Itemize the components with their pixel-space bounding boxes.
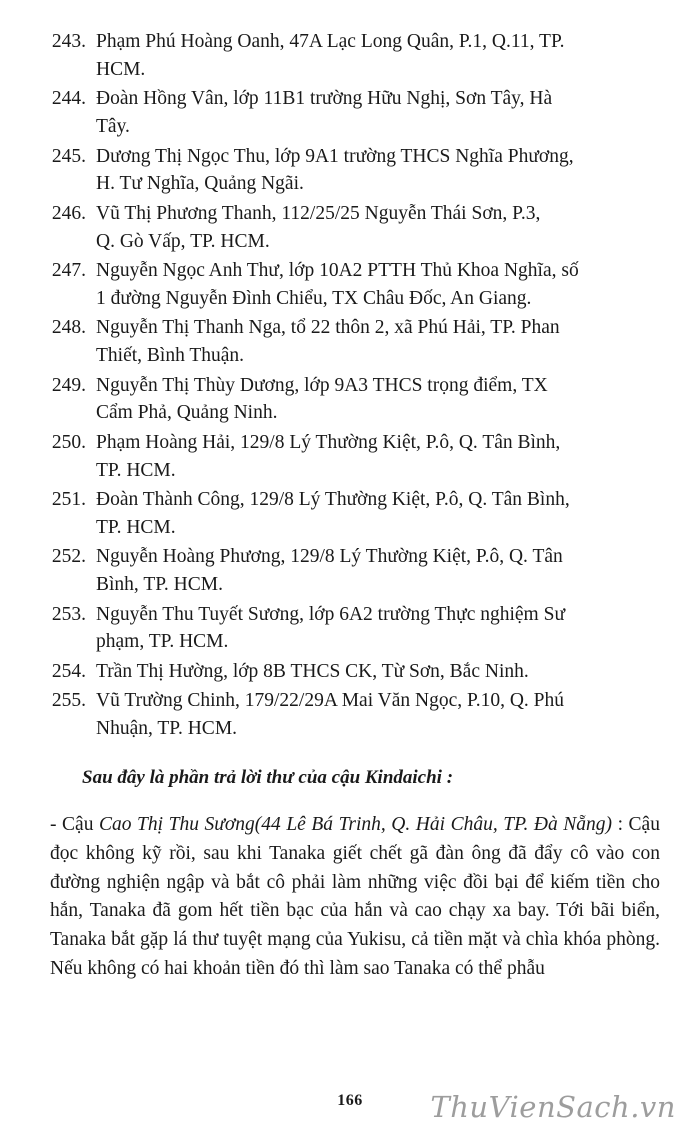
list-item-text — [96, 372, 660, 428]
list-item-number: 252. — [51, 546, 86, 568]
list-item — [50, 143, 660, 199]
list-item-line: 1 đường Nguyễn Đình Chiểu, TX Châu Đốc, An Giang. — [96, 287, 532, 309]
list-item-number: 250. — [51, 431, 86, 453]
page-number: 166 — [337, 1092, 363, 1109]
list-item-line: Nhuận, TP. HCM. — [96, 718, 238, 739]
list-item — [50, 28, 660, 84]
watermark: ThuVienSach.vn — [430, 1090, 676, 1124]
list-item-number: 254. — [51, 660, 86, 682]
list-item — [50, 314, 660, 370]
list-item-line: H. Tư Nghĩa, Quảng Ngãi. — [96, 173, 304, 195]
list-item-number: 248. — [51, 317, 86, 339]
list-item-line: Vũ Thị Phương Thanh, 112/25/25 Nguyễn Thái Sơn, P.3, — [96, 202, 541, 224]
list-item — [50, 200, 660, 256]
list-item-line: TP. HCM. — [96, 459, 176, 481]
list-item-line: Đoàn Hồng Vân, lớp 11B1 trường Hữu Nghị, Sơn Tây, Hà — [96, 88, 553, 110]
list-item-number: 244. — [51, 88, 86, 110]
list-item-line: Tây. — [96, 116, 130, 138]
list-item-line: Trần Thị Hường, lớp 8B THCS CK, Từ Sơn, Bắc Ninh. — [96, 660, 529, 682]
reply-recipient-name: Cao Thị Thu Sương — [99, 814, 255, 836]
reply-paragraph — [50, 811, 660, 983]
list-item-text — [96, 601, 660, 657]
reply-prefix: - Cậu — [50, 814, 99, 836]
list-item-number: 251. — [51, 489, 86, 510]
list-item-text — [96, 85, 660, 141]
list-item-number: 253. — [51, 603, 86, 625]
list-item-line: TP. HCM. — [96, 516, 176, 538]
list-item-line: Nguyễn Thị Thanh Nga, tổ 22 thôn 2, xã Phú Hải, TP. Phan — [96, 317, 560, 339]
list-item-line: Nguyễn Thu Tuyết Sương, lớp 6A2 trường Thực nghiệm Sư — [96, 603, 566, 625]
list-item-line: phạm, TP. HCM. — [96, 631, 229, 653]
list-item — [50, 543, 660, 599]
list-item-line: Dương Thị Ngọc Thu, lớp 9A1 trường THCS Nghĩa Phương, — [96, 145, 574, 167]
list-item — [50, 601, 660, 657]
list-item-number: 249. — [51, 374, 86, 396]
list-item-line: HCM. — [96, 58, 146, 80]
list-item — [50, 257, 660, 313]
list-item-line: Bình, TP. HCM. — [96, 574, 223, 596]
list-item-line: Q. Gò Vấp, TP. HCM. — [96, 230, 270, 252]
list-item-number: 255. — [51, 690, 86, 712]
list-item-line: Cẩm Phả, Quảng Ninh. — [96, 402, 278, 424]
list-item-line: Đoàn Thành Công, 129/8 Lý Thường Kiệt, P.ô, Q. Tân Bình, — [96, 489, 570, 510]
list-item-text — [96, 28, 660, 84]
list-item — [50, 687, 660, 743]
list-item-text — [96, 257, 660, 313]
section-note: Sau đây là phần trả lời thư của cậu Kindaichi : — [82, 766, 454, 788]
list-item — [50, 429, 660, 485]
list-item-text — [96, 687, 660, 743]
list-item-text — [96, 429, 660, 485]
reply-recipient-address: (44 Lê Bá Trinh, Q. Hải Châu, TP. Đà Nẵng) — [254, 814, 613, 836]
list-item-line: Nguyễn Hoàng Phương, 129/8 Lý Thường Kiệt, P.ô, Q. Tân — [96, 546, 563, 568]
list-item-line: Nguyễn Ngọc Anh Thư, lớp 10A2 PTTH Thủ Khoa Nghĩa, số — [96, 260, 579, 281]
list-item-text — [96, 486, 660, 542]
list-item-text — [96, 143, 660, 199]
page-content — [50, 28, 660, 983]
reply-body: : Cậu đọc không kỹ rồi, sau khi Tanaka giết chết gã đàn ông đã đẩy cô vào con đường nghiện ngập và bắt cô phải làm những việc đồi bại để kiếm tiền cho hắn, Tanaka đã gom hết tiền bạc của hắn và cao chạy xa bay. Tới bãi biển, Tanaka bắt gặp lá thư tuyệt mạng của Yukisu, cả tiền mặt và chìa khóa phòng. Nếu không có hai khoản tiền đó thì làm sao Tanaka có thể phẫu — [50, 814, 660, 979]
list-item — [50, 658, 660, 686]
list-item-text — [96, 200, 660, 256]
list-item-number: 247. — [51, 260, 86, 281]
list-item-line: Phạm Phú Hoàng Oanh, 47A Lạc Long Quân, P.1, Q.11, TP. — [96, 31, 565, 52]
list-item-number: 243. — [51, 31, 86, 52]
list-item — [50, 486, 660, 542]
list-item-line: Thiết, Bình Thuận. — [96, 345, 245, 367]
list-item-text — [96, 658, 660, 686]
list-item-line: Phạm Hoàng Hải, 129/8 Lý Thường Kiệt, P.ô, Q. Tân Bình, — [96, 431, 561, 453]
list-item-number: 246. — [51, 202, 86, 224]
list-item-line: Nguyễn Thị Thùy Dương, lớp 9A3 THCS trọng điểm, TX — [96, 374, 548, 396]
list-item-text — [96, 543, 660, 599]
list-item-number: 245. — [51, 145, 86, 167]
list-item — [50, 372, 660, 428]
list-item — [50, 85, 660, 141]
list-item-text — [96, 314, 660, 370]
list-item-line: Vũ Trường Chinh, 179/22/29A Mai Văn Ngọc, P.10, Q. Phú — [96, 690, 564, 712]
